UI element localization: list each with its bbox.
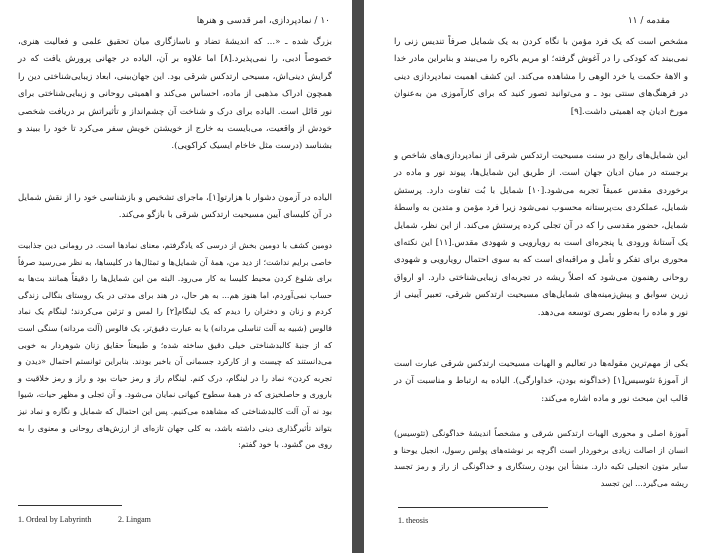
right-running-head: مقدمه / ۱۱ <box>627 16 670 26</box>
left-footnote-1: 1. Ordeal by Labyrinth <box>18 515 92 524</box>
right-footnote-rule <box>398 507 548 508</box>
right-paragraph-2: این شمایل‌های رایج در سنت مسیحیت ارتدکس شرقی از نمادپردازی‌های شاخص و برجسته در میان ادیان جهان است. از طریق این شمایل‌ها، پیوند نور و ماده در برخوردی مقدس عمیقاً تجربه می‌شود.[۱۰] شمایل با بُت تفاوت دارد. پرستش شمایل، عملکردی بت‌پرستانه محسوب نمی‌شود زیرا فرد مؤمن و متدین به واسطهٔ شمایل، حضور مقدسی را که در آن تجلی کرده پرستش می‌کند. از این نظر، شمایل یک آستانهٔ ورودی یا پنجره‌ای است به رویارویی و شهودی مقدس.[۱۱] این نکته‌ای محوری برای تفکر و تأمل و مراقبه‌ای است که به سوی احتمال رویارویی و شهودی روحانی رهنمون می‌شود که اصلاً ریشه در تجربه‌ای زیبایی‌شناختی دارد. او ارواق زرین سوابق و پیش‌زمینه‌های شمایل‌های مسیحیت ارتدکس شرقی، تعبیر آیینی از نور و ماده را به‌طور بصری توسعه می‌دهد. <box>394 151 688 318</box>
left-paragraph-1: بزرگ شده ـ «... که اندیشهٔ تضاد و ناسازگاری میان تحقیق علمی و فعالیت هنری، خصوصاً ادبی، را نمی‌پذیرد.[۸] اما علاوه بر آن، الیاده در جهانی پرورش یافت که در گرایش دینی‌اش، مسیحی ارتدکس شرقی بود. این جهان‌بینی، ابعاد زیبایی‌شناختی دین را همچون ادراک مذهبی از ماده، احساس می‌کند و اهمیتی روحانی و زیبایی‌شناختی برای نور قائل است. الیاده برای درک و شناخت آن چشم‌انداز و تأثیراتش بر دریافت شخصی خودش از واقعیت، می‌بایست به خارج از خویشتن خویش سفر می‌کرد تا خود را ببیند و بشناسد (درست مثل خاخام ایسیک کراکویی). <box>18 37 332 152</box>
left-footnote-rule <box>18 505 122 506</box>
right-paragraph-3: یکی از مهم‌ترین مقوله‌ها در تعالیم و الهیات مسیحیت ارتدکس شرقی عبارت است از آموزهٔ تئوسیس[۱] (خداگونه بودن، خداوارگی). الیاده به ارتباط و مناسبت آن در قالب این مبحث نور و ماده اشاره می‌کند: <box>394 359 688 404</box>
left-paragraph-2: الیاده در آزمون دشوار با هزارتو[۱]، ماجرای تشخیص و بازشناسی خود را از نقش شمایل در آن کلیسای آیین مسیحیت ارتدکس شرقی با بازگو می‌کند. <box>18 193 332 221</box>
right-page <box>364 0 704 553</box>
right-paragraph-4: آموزهٔ اصلی و محوری الهیات ارتدکس شرقی و مشخصاً اندیشهٔ خداگونگی (تئوسیس) انسان از اصالت زیادی برخوردار است اگرچه بر نوشته‌های پولس رسول، انجیل یوحنا و سایر متون انجیلی تکیه دارد. منشأ این بودن رستگاری و خداگونگی از راز و رمز تجسد ریشه می‌گیرد... این تجسد <box>394 429 688 488</box>
right-footnote-1: 1. theosis <box>398 516 429 525</box>
left-paragraph-3: دومین کشف با دومین بخش از درسی که یادگرفتم، معنای نمادها است. در رومانی دین جذابیت خاصی برایم نداشت؛ از دید من، همهٔ آن شمایل‌ها و تمثال‌ها در کلیساها، به نظر می‌رسید صرفاً برای شلوغ کردن محیط کلیسا به کار می‌رود. البته من این شمایل‌ها را دقیقاً همانند بت‌ها به حساب نمی‌آوردم، اما هنوز هم... به هر حال، در هند برای مدتی در یک روستای بنگالی زندگی کردم و زنان و دختران را دیدم که یک لینگام[۲] را لمس و تزئین می‌کردند؛ لینگام یک نماد فالوس (شبیه به آلت تناسلی مردانه) یا به عبارت دقیق‌تر، یک فالوس (آلت مردانه) سنگی است که از جنبهٔ کالبدشناختی خیلی دقیق ساخته شده؛ و طبیعتاً حقایق زنان شوهردار به خوبی می‌دانستند که چیست و از کارکرد جسمانی آن باخبر بودند. بنابراین توانستم احتمال «دیدن و تجربه کردن» نماد را در لینگام، درک کنم. لینگام راز و رمز حیات بود و راز و رمز خلاقیت و باروری و حاصلخیزی که در همهٔ سطوح کیهانی نمایان می‌شود. و آن تجلی و مظهر حیات، شیوا بود نه آن آلت کالبدشناختی که مشاهده می‌کنیم. پس این احتمال که شمایل و نگاره و نماد نیز بتواند تأثیرگذاری دینی داشته باشد، به کلی جهان تازه‌ای از ارزش‌های روحانی و معنوی را به روی من گشود. با خود گفتم: <box>18 241 332 450</box>
right-paragraph-1: مشخص است که یک فرد مؤمن با نگاه کردن به یک شمایل صرفاً تندیس زنی را نمی‌بیند که کودکی را در آغوش گرفته؛ او مریم باکره را می‌بیند و بنابراین مادر خدا و الاههٔ حکمت یا خرد الوهی را مشاهده می‌کند. این کشف اهمیت نمادپردازی دینی در فرهنگ‌های سنتی بود ـ و می‌توانید تصور کنید که برای کارآموزی من به‌عنوان مورخ ادیان چه اهمیتی داشت.[۹] <box>394 37 688 117</box>
left-running-head: ۱۰ / نمادپردازی، امر قدسی و هنرها <box>196 16 330 26</box>
left-footnote-2: 2. Lingam <box>118 515 151 524</box>
book-gutter <box>352 0 364 553</box>
